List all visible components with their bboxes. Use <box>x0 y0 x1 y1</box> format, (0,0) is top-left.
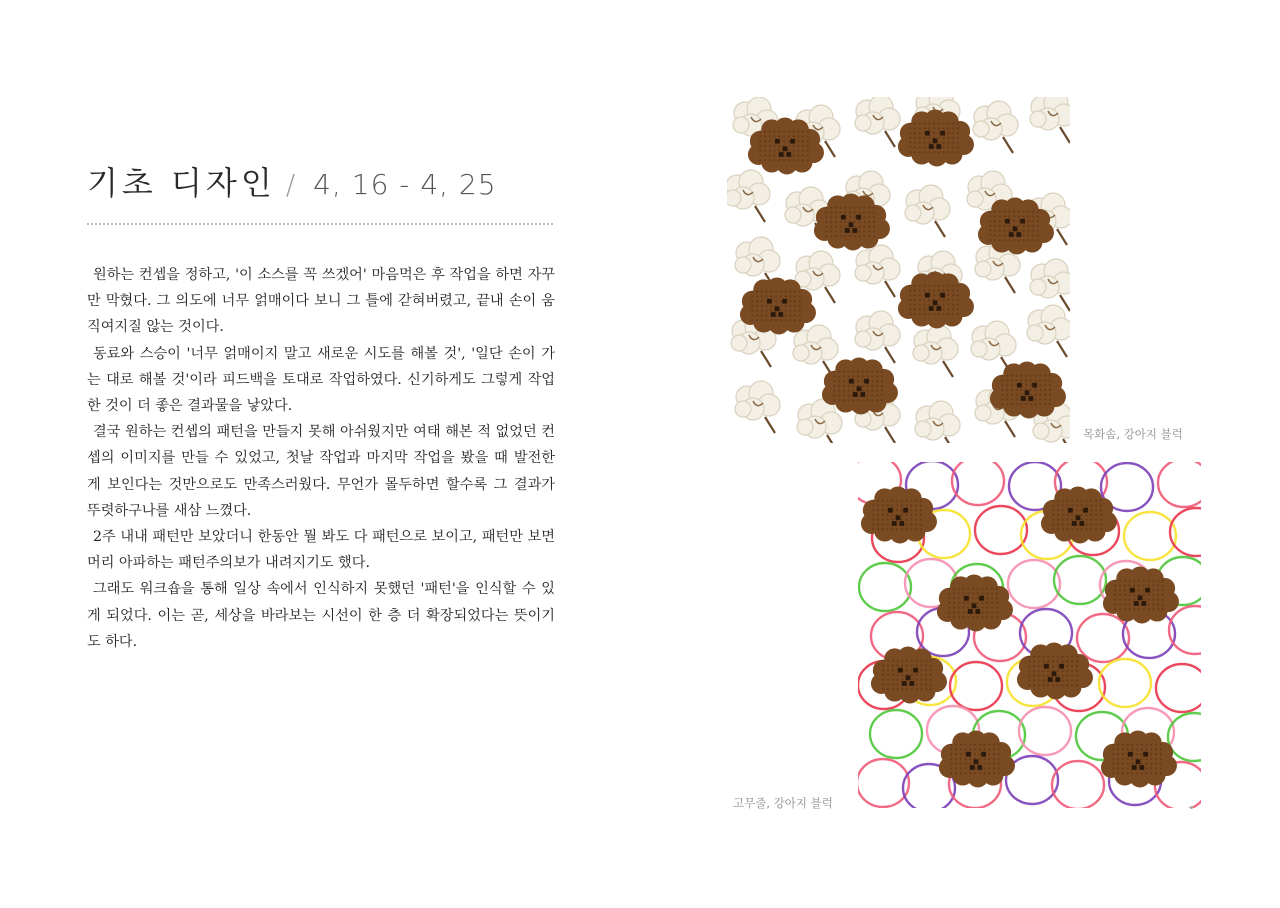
rubber-band <box>1019 707 1071 755</box>
cotton-ball <box>1030 259 1070 311</box>
rubber-band <box>975 506 1027 554</box>
title-dates: 4, 16 - 4, 25 <box>313 168 497 201</box>
image-caption-cotton: 목화솜, 강아지 블럭 <box>1083 427 1183 441</box>
rubber-band <box>1124 512 1176 560</box>
cotton-ball <box>913 325 958 377</box>
cotton-ball <box>855 311 900 363</box>
dog-block <box>1103 566 1179 623</box>
rubber-band <box>858 759 909 807</box>
rubber-band <box>870 710 922 758</box>
image-caption-rubberband: 고무줄, 강아지 블럭 <box>733 796 833 810</box>
rubber-band <box>1077 614 1129 662</box>
cotton-ball <box>855 245 900 297</box>
dog-block <box>1041 486 1117 543</box>
paragraph: 그래도 워크숍을 통해 일상 속에서 인식하지 못했던 '패턴'을 인식할 수 있게 되었다. 이는 곧, 세상을 바라보는 시선이 한 층 더 확장되었다는 뜻이기도 하다. <box>87 581 555 650</box>
paragraph: 2주 내내 패턴만 보았더니 한동안 뭘 봐도 다 패턴으로 보이고, 패턴만 보면 머리 아파하는 패턴주의보가 내려지기도 했다. <box>87 529 555 572</box>
rubber-band <box>1008 560 1060 608</box>
rubberband-pattern-svg <box>858 462 1201 808</box>
body-text <box>87 262 555 655</box>
cotton-ball <box>1027 305 1070 357</box>
title-separator: / <box>285 168 300 201</box>
cotton-pattern-svg <box>727 97 1070 443</box>
title-text: 기초 디자인 <box>87 164 276 202</box>
dog-block <box>898 109 974 166</box>
cotton-block-pattern-image <box>727 97 1070 443</box>
page-title <box>87 158 497 204</box>
rubber-band <box>1156 664 1201 712</box>
cotton-ball <box>735 381 780 433</box>
cotton-ball <box>1030 97 1070 143</box>
rubber-band <box>950 662 1002 710</box>
cotton-ball <box>727 170 770 222</box>
cotton-ball <box>973 101 1018 153</box>
paragraph: 원하는 컨셉을 정하고, '이 소스를 꼭 쓰겠어' 마음먹은 후 작업을 하면 자꾸만 막혔다. 그 의도에 너무 얽매이다 보니 그 틀에 갇혀버렸고, 끝내 손이 움직여지질 않는 것이다. <box>87 267 555 336</box>
cotton-ball <box>797 399 842 443</box>
cotton-ball <box>855 97 900 147</box>
rubber-band <box>1052 761 1104 808</box>
rubber-band <box>1158 462 1201 507</box>
cotton-ball <box>905 185 950 237</box>
rubber-band <box>1099 659 1151 707</box>
dotted-divider <box>87 223 553 225</box>
page-mark <box>1190 806 1193 809</box>
rubber-band <box>859 563 911 611</box>
paragraph: 결국 원하는 컨셉의 패턴을 만들지 못해 아쉬웠지만 여태 해본 적 없었던 컨셉의 이미지를 만들 수 있었고, 첫날 작업과 마지막 작업을 봤을 때 발전한 게 보인다는 것만으로도 만족스러웠다. 무언가 몰두하면 할수록 그 결과가 뚜렷하구나를 새삼 느꼈다. <box>87 424 555 519</box>
paragraph: 동료와 스승이 '너무 얽매이지 말고 새로운 시도를 해볼 것', '일단 손이 가는 대로 해볼 것'이라 피드백을 토대로 작업하였다. 신기하게도 그렇게 작업한 것이 더 좋은 결과물을 낳았다. <box>87 345 555 415</box>
rubber-band <box>952 462 1004 505</box>
cotton-ball <box>793 325 838 377</box>
dog-block <box>898 271 974 328</box>
dog-block <box>1101 730 1177 787</box>
cotton-ball <box>915 401 960 443</box>
rubber-band <box>1054 556 1106 604</box>
rubberband-block-pattern-image <box>858 462 1201 808</box>
